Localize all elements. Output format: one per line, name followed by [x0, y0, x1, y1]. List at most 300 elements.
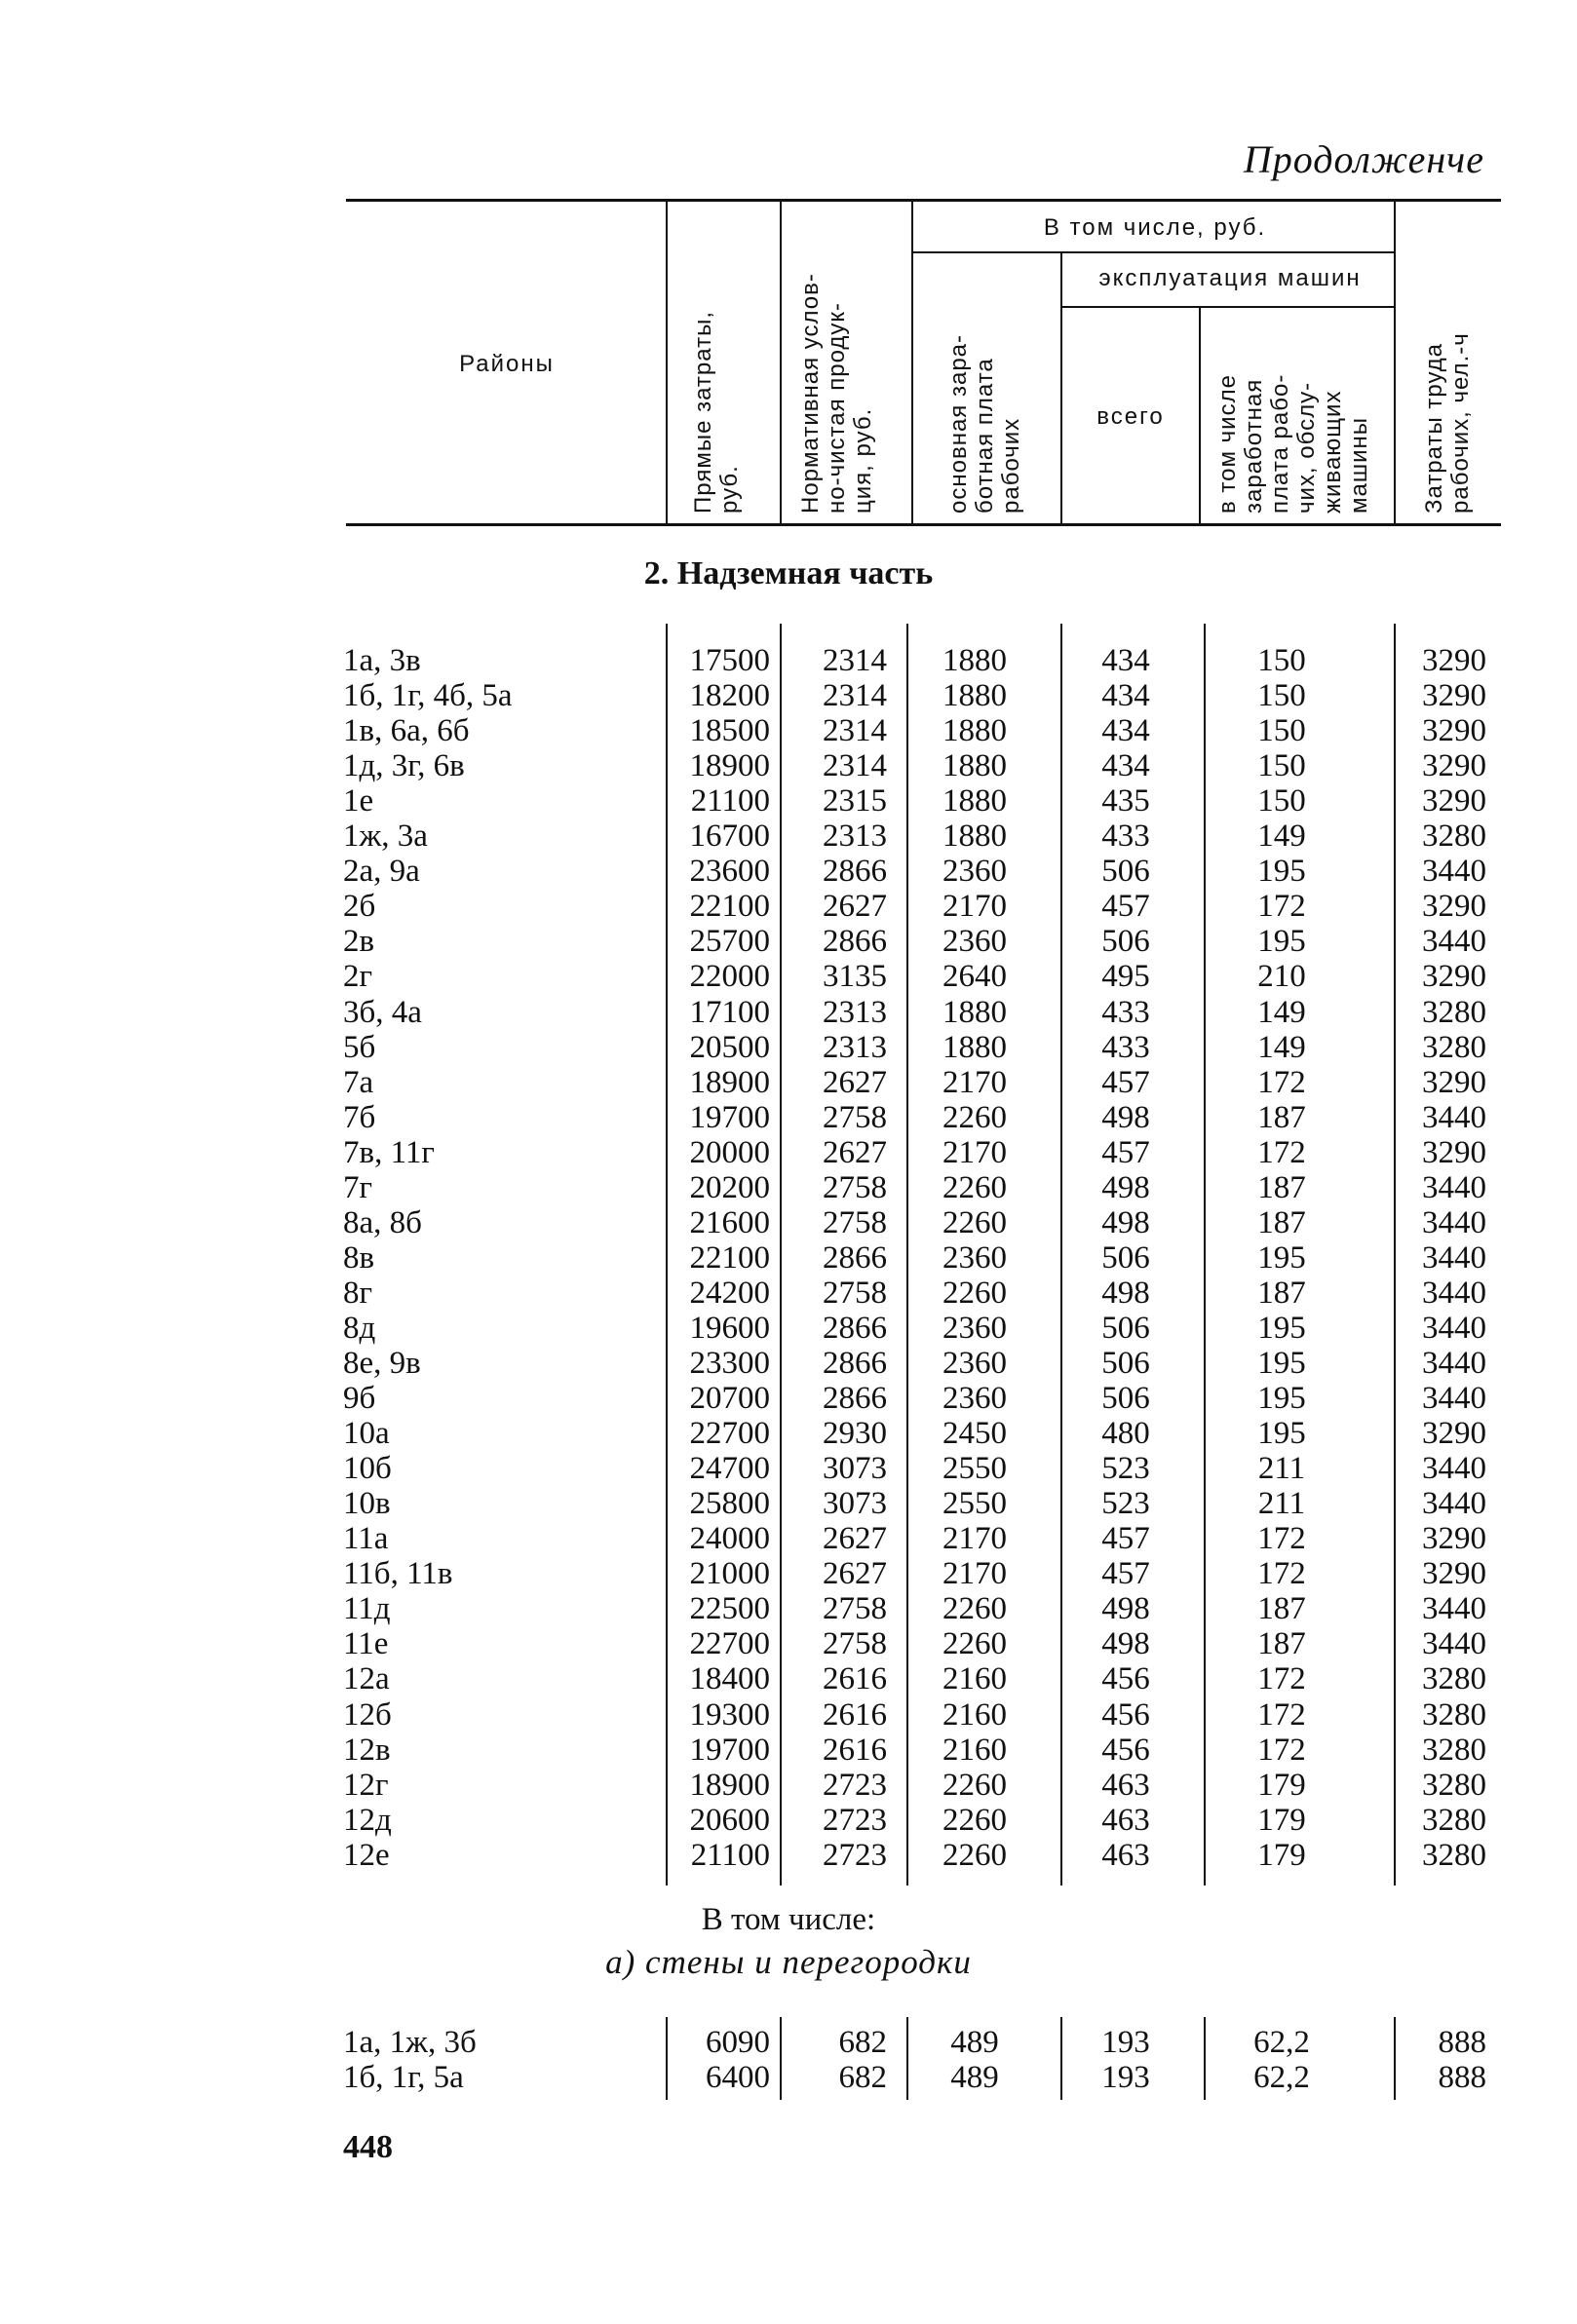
- cell-normative: 682: [838, 2025, 887, 2060]
- cell-machines-total: 434: [1101, 643, 1150, 678]
- cell-base-wage: 2260: [942, 1767, 1007, 1803]
- cell-machines-wage: 172: [1257, 1696, 1306, 1733]
- section-title: 2. Надземная часть: [643, 555, 934, 591]
- cell-machines-wage: 195: [1257, 1310, 1306, 1346]
- table-row: [0, 1346, 1577, 1381]
- cell-region: 1д, 3г, 6в: [343, 748, 465, 784]
- table-row: [0, 1135, 1577, 1170]
- cell-labor: 3280: [1422, 1696, 1486, 1733]
- cell-normative: 2314: [823, 643, 887, 678]
- cell-labor: 888: [1438, 2060, 1486, 2095]
- cell-direct-costs: 19300: [689, 1696, 770, 1733]
- cell-normative: 3073: [823, 1451, 887, 1487]
- cell-machines-total: 506: [1101, 924, 1150, 960]
- cell-direct-costs: 22100: [689, 1239, 770, 1276]
- cell-base-wage: 2260: [942, 1591, 1007, 1627]
- cell-machines-wage: 187: [1257, 1591, 1306, 1627]
- cell-region: 10б: [343, 1451, 392, 1487]
- cell-labor: 3440: [1422, 1381, 1486, 1417]
- cell-machines-total: 433: [1101, 819, 1150, 855]
- cell-direct-costs: 17500: [689, 643, 770, 678]
- cell-labor: 3290: [1422, 1556, 1486, 1592]
- cell-normative: 2616: [823, 1696, 887, 1733]
- cell-labor: 3280: [1422, 1029, 1486, 1065]
- cell-base-wage: 2170: [942, 1556, 1007, 1592]
- cell-base-wage: 2260: [942, 1275, 1007, 1311]
- table-row: [0, 713, 1577, 748]
- cell-normative: 2723: [823, 1837, 887, 1873]
- cell-labor: 3280: [1422, 1767, 1486, 1803]
- table-row: [0, 1240, 1577, 1276]
- table-row: [0, 1697, 1577, 1733]
- cell-machines-total: 495: [1101, 959, 1150, 995]
- cell-machines-wage: 195: [1257, 924, 1306, 960]
- cell-region: 1в, 6а, 6б: [343, 713, 470, 749]
- table-row: [0, 1661, 1577, 1696]
- cell-direct-costs: 22700: [689, 1416, 770, 1452]
- table-row: [0, 995, 1577, 1030]
- header-including: В том числе, руб.: [1043, 214, 1267, 241]
- cell-base-wage: 1880: [942, 783, 1007, 819]
- cell-machines-total: 456: [1101, 1661, 1150, 1697]
- table-row: [0, 1100, 1577, 1135]
- cell-normative: 2313: [823, 819, 887, 855]
- header-region: Районы: [459, 351, 555, 377]
- cell-machines-total: 498: [1101, 1204, 1150, 1240]
- cell-normative: 2758: [823, 1626, 887, 1662]
- cell-labor: 3440: [1422, 1275, 1486, 1311]
- cell-normative: 2723: [823, 1767, 887, 1803]
- cell-base-wage: 2170: [942, 1064, 1007, 1100]
- cell-labor: 3290: [1422, 959, 1486, 995]
- cell-base-wage: 2260: [942, 1626, 1007, 1662]
- cell-region: 3б, 4а: [343, 994, 422, 1030]
- cell-normative: 2758: [823, 1275, 887, 1311]
- cell-direct-costs: 17100: [689, 994, 770, 1030]
- cell-machines-wage: 62,2: [1253, 2025, 1310, 2060]
- cell-machines-wage: 187: [1257, 1204, 1306, 1240]
- table-row: [0, 819, 1577, 854]
- cell-machines-total: 463: [1101, 1767, 1150, 1803]
- header-total: всего: [1096, 403, 1165, 430]
- cell-direct-costs: 20000: [689, 1134, 770, 1170]
- cell-machines-total: 457: [1101, 1064, 1150, 1100]
- cell-base-wage: 2360: [942, 1239, 1007, 1276]
- cell-base-wage: 1880: [942, 713, 1007, 749]
- cell-labor: 3280: [1422, 1661, 1486, 1697]
- cell-region: 1е: [343, 783, 374, 819]
- cell-labor: 3280: [1422, 994, 1486, 1030]
- cell-direct-costs: 6090: [706, 2025, 770, 2060]
- cell-machines-wage: 149: [1257, 1029, 1306, 1065]
- header-vline-1: [666, 202, 668, 523]
- cell-labor: 888: [1438, 2025, 1486, 2060]
- cell-direct-costs: 20600: [689, 1802, 770, 1838]
- cell-labor: 3440: [1422, 1099, 1486, 1135]
- cell-region: 1ж, 3а: [343, 819, 428, 855]
- cell-labor: 3440: [1422, 1486, 1486, 1522]
- cell-region: 8а, 8б: [343, 1204, 422, 1240]
- cell-base-wage: 2260: [942, 1204, 1007, 1240]
- cell-normative: 2314: [823, 748, 887, 784]
- table-row: [0, 959, 1577, 994]
- cell-machines-total: 434: [1101, 748, 1150, 784]
- table-row: [0, 924, 1577, 959]
- cell-normative: 2627: [823, 1556, 887, 1592]
- cell-base-wage: 2260: [942, 1837, 1007, 1873]
- cell-normative: 2314: [823, 678, 887, 714]
- cell-direct-costs: 18900: [689, 1767, 770, 1803]
- cell-machines-wage: 195: [1257, 1416, 1306, 1452]
- cell-machines-total: 193: [1101, 2025, 1150, 2060]
- cell-normative: 2866: [823, 1239, 887, 1276]
- cell-region: 10а: [343, 1416, 390, 1452]
- cell-base-wage: 2360: [942, 854, 1007, 890]
- cell-normative: 2627: [823, 889, 887, 925]
- cell-normative: 2930: [823, 1416, 887, 1452]
- cell-region: 7г: [343, 1169, 373, 1205]
- cell-normative: 2627: [823, 1134, 887, 1170]
- cell-machines-wage: 172: [1257, 1556, 1306, 1592]
- cell-normative: 3073: [823, 1486, 887, 1522]
- cell-machines-wage: 187: [1257, 1626, 1306, 1662]
- header-hline-machines: [1062, 306, 1394, 308]
- cell-machines-wage: 150: [1257, 748, 1306, 784]
- table-row: [0, 1768, 1577, 1803]
- cell-machines-wage: 211: [1257, 1486, 1306, 1522]
- cell-machines-wage: 172: [1257, 1732, 1306, 1768]
- cell-base-wage: 2550: [942, 1451, 1007, 1487]
- cell-base-wage: 2360: [942, 1346, 1007, 1381]
- cell-normative: 2758: [823, 1099, 887, 1135]
- cell-normative: 2866: [823, 1381, 887, 1417]
- header-vline-6: [1199, 308, 1201, 523]
- cell-region: 8в: [343, 1239, 375, 1276]
- cell-base-wage: 2450: [942, 1416, 1007, 1452]
- cell-region: 12б: [343, 1696, 392, 1733]
- cell-machines-wage: 187: [1257, 1099, 1306, 1135]
- cell-machines-total: 498: [1101, 1626, 1150, 1662]
- cell-machines-wage: 150: [1257, 643, 1306, 678]
- cell-machines-wage: 195: [1257, 854, 1306, 890]
- table-row: [0, 678, 1577, 713]
- cell-machines-total: 457: [1101, 1556, 1150, 1592]
- cell-base-wage: 1880: [942, 748, 1007, 784]
- cell-machines-wage: 211: [1257, 1451, 1306, 1487]
- cell-machines-wage: 172: [1257, 1064, 1306, 1100]
- cell-labor: 3280: [1422, 1732, 1486, 1768]
- cell-region: 12д: [343, 1802, 392, 1838]
- cell-direct-costs: 19700: [689, 1732, 770, 1768]
- cell-labor: 3440: [1422, 854, 1486, 890]
- cell-region: 11е: [343, 1626, 389, 1662]
- cell-region: 1б, 1г, 4б, 5а: [343, 678, 513, 714]
- header-vline-5: [1060, 253, 1062, 523]
- table-row: [0, 1803, 1577, 1838]
- table-row: [0, 1416, 1577, 1451]
- cell-region: 12е: [343, 1837, 390, 1873]
- cell-direct-costs: 18400: [689, 1661, 770, 1697]
- cell-machines-wage: 149: [1257, 994, 1306, 1030]
- table-row: [0, 1486, 1577, 1521]
- cell-machines-wage: 150: [1257, 783, 1306, 819]
- cell-machines-wage: 195: [1257, 1381, 1306, 1417]
- table-row: [0, 1838, 1577, 1873]
- continued-label: Продолженче: [1243, 137, 1484, 181]
- cell-base-wage: 489: [950, 2025, 999, 2060]
- cell-direct-costs: 21100: [690, 1837, 770, 1873]
- cell-direct-costs: 25700: [689, 924, 770, 960]
- cell-region: 5б: [343, 1029, 376, 1065]
- cell-region: 12г: [343, 1767, 389, 1803]
- cell-labor: 3440: [1422, 1169, 1486, 1205]
- cell-machines-total: 456: [1101, 1696, 1150, 1733]
- cell-machines-wage: 149: [1257, 819, 1306, 855]
- cell-base-wage: 2550: [942, 1486, 1007, 1522]
- cell-normative: 2758: [823, 1591, 887, 1627]
- cell-region: 7б: [343, 1099, 376, 1135]
- cell-machines-total: 498: [1101, 1099, 1150, 1135]
- cell-direct-costs: 20700: [689, 1381, 770, 1417]
- cell-region: 9б: [343, 1381, 376, 1417]
- cell-labor: 3440: [1422, 1310, 1486, 1346]
- cell-normative: 2866: [823, 1346, 887, 1381]
- cell-direct-costs: 23600: [689, 854, 770, 890]
- cell-machines-total: 463: [1101, 1837, 1150, 1873]
- cell-region: 1а, 1ж, 3б: [343, 2025, 477, 2060]
- table-row: [0, 1521, 1577, 1556]
- cell-machines-total: 498: [1101, 1169, 1150, 1205]
- cell-base-wage: 1880: [942, 1029, 1007, 1065]
- table-row: [0, 854, 1577, 889]
- cell-normative: 2866: [823, 1310, 887, 1346]
- cell-direct-costs: 22700: [689, 1626, 770, 1662]
- header-bottom-rule: [346, 523, 1501, 526]
- cell-direct-costs: 22100: [689, 889, 770, 925]
- cell-machines-wage: 172: [1257, 1661, 1306, 1697]
- cell-region: 2а, 9а: [343, 854, 420, 890]
- cell-region: 2в: [343, 924, 375, 960]
- cell-normative: 2315: [823, 783, 887, 819]
- cell-base-wage: 1880: [942, 678, 1007, 714]
- cell-machines-wage: 172: [1257, 889, 1306, 925]
- cell-normative: 2758: [823, 1169, 887, 1205]
- cell-labor: 3290: [1422, 1064, 1486, 1100]
- cell-direct-costs: 16700: [689, 819, 770, 855]
- cell-machines-total: 456: [1101, 1732, 1150, 1768]
- header-vline-2: [780, 202, 782, 523]
- cell-machines-total: 434: [1101, 678, 1150, 714]
- cell-direct-costs: 6400: [706, 2060, 770, 2095]
- cell-machines-total: 457: [1101, 1134, 1150, 1170]
- cell-labor: 3290: [1422, 1521, 1486, 1557]
- cell-normative: 2866: [823, 924, 887, 960]
- cell-labor: 3290: [1422, 643, 1486, 678]
- cell-direct-costs: 20500: [689, 1029, 770, 1065]
- cell-machines-wage: 179: [1257, 1767, 1306, 1803]
- cell-machines-total: 193: [1101, 2060, 1150, 2095]
- cell-region: 7в, 11г: [343, 1134, 435, 1170]
- cell-direct-costs: 18200: [689, 678, 770, 714]
- cell-machines-total: 480: [1101, 1416, 1150, 1452]
- cell-direct-costs: 18900: [689, 1064, 770, 1100]
- cell-normative: 2616: [823, 1732, 887, 1768]
- cell-base-wage: 2640: [942, 959, 1007, 995]
- cell-normative: 2627: [823, 1521, 887, 1557]
- cell-region: 11б, 11в: [343, 1556, 453, 1592]
- cell-machines-wage: 195: [1257, 1346, 1306, 1381]
- table-row: [0, 643, 1577, 678]
- table-row: [0, 1733, 1577, 1768]
- header-hline-including: [913, 251, 1394, 253]
- table-row: [0, 783, 1577, 819]
- cell-machines-wage: 62,2: [1253, 2060, 1310, 2095]
- table-row: [0, 748, 1577, 783]
- table-row: [0, 2060, 1577, 2095]
- cell-labor: 3440: [1422, 1626, 1486, 1662]
- cell-normative: 2866: [823, 854, 887, 890]
- cell-machines-wage: 179: [1257, 1837, 1306, 1873]
- table-row: [0, 1030, 1577, 1065]
- cell-base-wage: 1880: [942, 994, 1007, 1030]
- cell-machines-total: 457: [1101, 1521, 1150, 1557]
- cell-base-wage: 2360: [942, 924, 1007, 960]
- cell-machines-wage: 172: [1257, 1521, 1306, 1557]
- cell-labor: 3290: [1422, 678, 1486, 714]
- table-row: [0, 1451, 1577, 1486]
- cell-region: 11д: [343, 1591, 391, 1627]
- cell-region: 2б: [343, 889, 376, 925]
- cell-direct-costs: 24200: [689, 1275, 770, 1311]
- cell-machines-total: 506: [1101, 1346, 1150, 1381]
- cell-normative: 682: [838, 2060, 887, 2095]
- sub-heading: В том числе:: [701, 1902, 876, 1937]
- cell-direct-costs: 19700: [689, 1099, 770, 1135]
- cell-base-wage: 2170: [942, 1521, 1007, 1557]
- cell-machines-wage: 150: [1257, 678, 1306, 714]
- cell-base-wage: 2260: [942, 1169, 1007, 1205]
- cell-normative: 2627: [823, 1064, 887, 1100]
- table-row: [0, 1556, 1577, 1591]
- cell-normative: 2313: [823, 1029, 887, 1065]
- cell-labor: 3290: [1422, 1134, 1486, 1170]
- table-row: [0, 889, 1577, 924]
- cell-region: 12а: [343, 1661, 390, 1697]
- cell-region: 12в: [343, 1732, 391, 1768]
- cell-labor: 3440: [1422, 924, 1486, 960]
- cell-base-wage: 1880: [942, 819, 1007, 855]
- cell-region: 8д: [343, 1310, 376, 1346]
- cell-normative: 2758: [823, 1204, 887, 1240]
- cell-direct-costs: 21100: [690, 783, 770, 819]
- cell-machines-wage: 210: [1257, 959, 1306, 995]
- cell-normative: 2616: [823, 1661, 887, 1697]
- cell-labor: 3280: [1422, 1837, 1486, 1873]
- table-row: [0, 2025, 1577, 2060]
- header-vline-4: [1394, 202, 1396, 523]
- header-machine-ops: эксплуатация машин: [1098, 265, 1362, 291]
- cell-machines-wage: 187: [1257, 1275, 1306, 1311]
- cell-machines-wage: 150: [1257, 713, 1306, 749]
- cell-direct-costs: 25800: [689, 1486, 770, 1522]
- cell-base-wage: 2260: [942, 1802, 1007, 1838]
- table-row: [0, 1626, 1577, 1661]
- cell-machines-total: 433: [1101, 994, 1150, 1030]
- cell-direct-costs: 23300: [689, 1346, 770, 1381]
- cell-normative: 2314: [823, 713, 887, 749]
- cell-machines-total: 506: [1101, 1381, 1150, 1417]
- cell-base-wage: 2160: [942, 1732, 1007, 1768]
- page-number: 448: [343, 2129, 393, 2165]
- cell-direct-costs: 18900: [689, 748, 770, 784]
- cell-base-wage: 489: [950, 2060, 999, 2095]
- cell-labor: 3290: [1422, 889, 1486, 925]
- cell-machines-total: 457: [1101, 889, 1150, 925]
- cell-direct-costs: 18500: [689, 713, 770, 749]
- cell-region: 1а, 3в: [343, 643, 421, 678]
- cell-base-wage: 2160: [942, 1661, 1007, 1697]
- cell-labor: 3440: [1422, 1346, 1486, 1381]
- cell-direct-costs: 19600: [689, 1310, 770, 1346]
- table-row: [0, 1311, 1577, 1346]
- cell-direct-costs: 24700: [689, 1451, 770, 1487]
- cell-machines-total: 433: [1101, 1029, 1150, 1065]
- cell-machines-total: 506: [1101, 1239, 1150, 1276]
- cell-machines-total: 506: [1101, 854, 1150, 890]
- cell-region: 8г: [343, 1275, 373, 1311]
- header-top-rule: [346, 199, 1501, 202]
- cell-labor: 3440: [1422, 1591, 1486, 1627]
- cell-base-wage: 2160: [942, 1696, 1007, 1733]
- table-row: [0, 1170, 1577, 1205]
- cell-machines-wage: 187: [1257, 1169, 1306, 1205]
- cell-region: 11а: [343, 1521, 389, 1557]
- cell-region: 8е, 9в: [343, 1346, 421, 1381]
- cell-direct-costs: 22500: [689, 1591, 770, 1627]
- cell-normative: 2313: [823, 994, 887, 1030]
- cell-direct-costs: 22000: [689, 959, 770, 995]
- cell-machines-wage: 172: [1257, 1134, 1306, 1170]
- cell-base-wage: 2170: [942, 1134, 1007, 1170]
- cell-machines-wage: 179: [1257, 1802, 1306, 1838]
- cell-labor: 3290: [1422, 783, 1486, 819]
- sub-section-title: а) стены и перегородки: [605, 1943, 972, 1981]
- cell-region: 1б, 1г, 5а: [343, 2060, 464, 2095]
- cell-labor: 3280: [1422, 819, 1486, 855]
- table-row: [0, 1381, 1577, 1416]
- cell-direct-costs: 21000: [689, 1556, 770, 1592]
- header-vline-3: [911, 202, 913, 523]
- cell-base-wage: 2360: [942, 1310, 1007, 1346]
- cell-machines-wage: 195: [1257, 1239, 1306, 1276]
- cell-normative: 3135: [823, 959, 887, 995]
- cell-machines-total: 435: [1101, 783, 1150, 819]
- cell-normative: 2723: [823, 1802, 887, 1838]
- cell-base-wage: 2360: [942, 1381, 1007, 1417]
- header-labor: Затраты труда рабочих, чел.-ч: [1421, 332, 1474, 514]
- cell-region: 7а: [343, 1064, 374, 1100]
- cell-machines-total: 523: [1101, 1486, 1150, 1522]
- cell-machines-total: 463: [1101, 1802, 1150, 1838]
- cell-base-wage: 2260: [942, 1099, 1007, 1135]
- cell-labor: 3440: [1422, 1239, 1486, 1276]
- cell-labor: 3290: [1422, 748, 1486, 784]
- table-row: [0, 1591, 1577, 1626]
- header-direct-costs: Прямые затраты, руб.: [690, 311, 743, 514]
- cell-labor: 3290: [1422, 713, 1486, 749]
- cell-base-wage: 1880: [942, 643, 1007, 678]
- table-row: [0, 1205, 1577, 1240]
